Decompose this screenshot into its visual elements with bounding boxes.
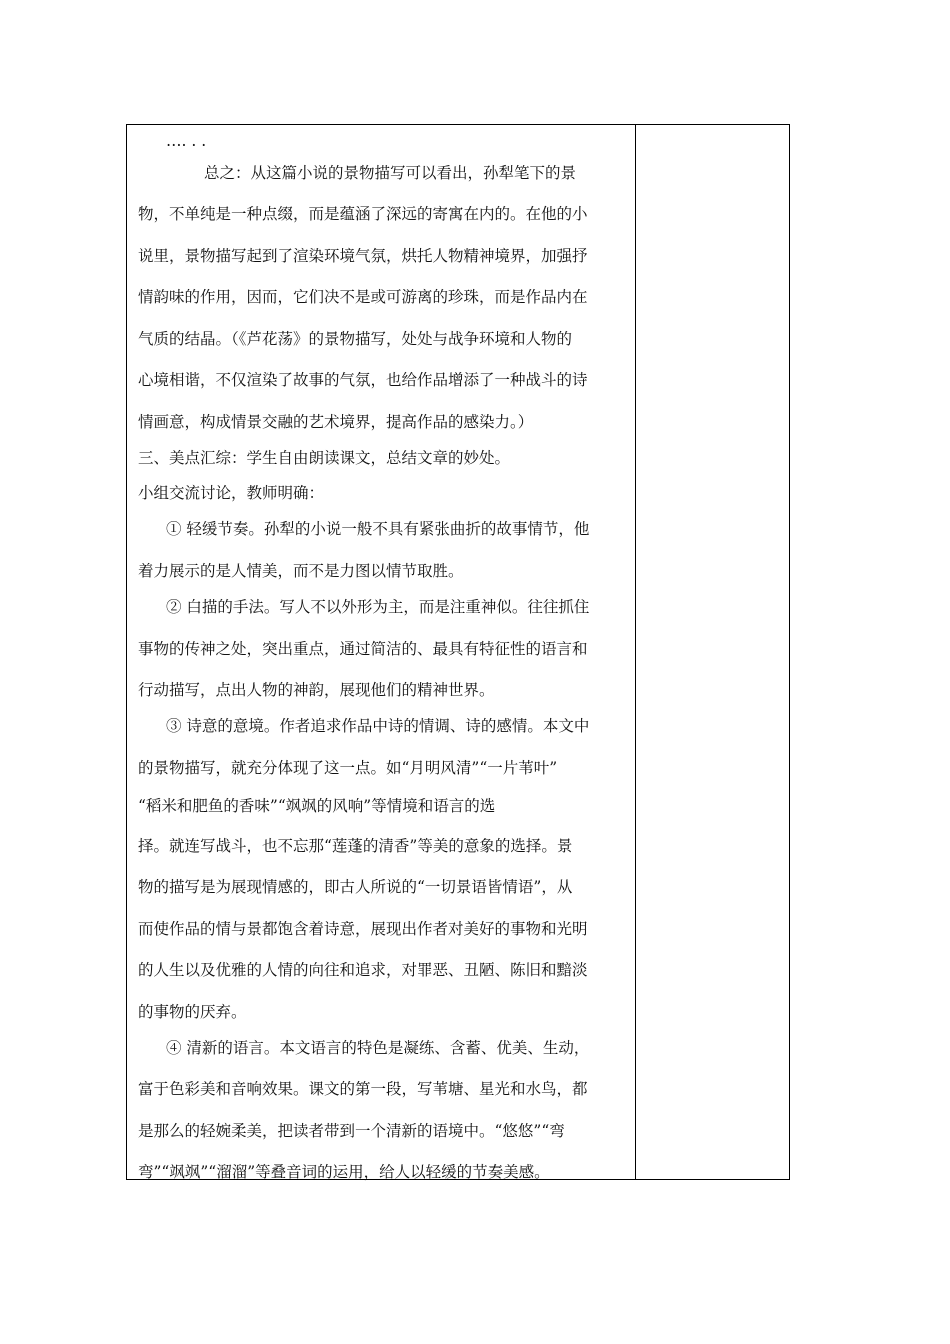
text-line: 情画意，构成情景交融的艺术境界，提高作品的感染力。） — [138, 413, 534, 431]
text-line: 的事物的厌弃。 — [138, 1003, 247, 1021]
text-line: 小组交流讨论，教师明确： — [138, 484, 325, 502]
text-line: 的人生以及优雅的人情的向往和追求，对罪恶、丑陋、陈旧和黯淡 — [138, 961, 588, 979]
content-cell — [127, 125, 635, 1179]
text-line: 说里，景物描写起到了渲染环境气氛，烘托人物精神境界，加强抒 — [138, 247, 588, 265]
lesson-table — [126, 124, 790, 1180]
text-line: 弯”“飒飒”“溜溜”等叠音词的运用，给人以轻缓的节奏美感。 — [138, 1163, 550, 1181]
text-line: 是那么的轻婉柔美，把读者带到一个清新的语境中。“悠悠”“弯 — [138, 1122, 565, 1140]
notes-cell — [636, 125, 789, 1179]
text-line: ③ 诗意的意境。作者追求作品中诗的情调、诗的感情。本文中 — [166, 717, 590, 735]
text-line: ④ 清新的语言。本文语言的特色是凝练、含蓄、优美、生动， — [166, 1039, 590, 1057]
text-line: ① 轻缓节奏。孙犁的小说一般不具有紧张曲折的故事情节，他 — [166, 520, 590, 538]
text-line: 择。就连写战斗，也不忘那“莲蓬的清香”等美的意象的选择。景 — [138, 837, 573, 855]
text-line: 着力展示的是人情美，而不是力图以情节取胜。 — [138, 562, 464, 580]
text-line: 富于色彩美和音响效果。课文的第一段，写苇塘、星光和水鸟，都 — [138, 1080, 588, 1098]
text-line: 情韵味的作用，因而，它们决不是或可游离的珍珠，而是作品内在 — [138, 288, 588, 306]
text-line: 物的描写是为展现情感的，即古人所说的“一切景语皆情语”，从 — [138, 878, 573, 896]
text-line: 心境相谐，不仅渲染了故事的气氛，也给作品增添了一种战斗的诗 — [138, 371, 588, 389]
text-line: ② 白描的手法。写人不以外形为主，而是注重神似。往往抓住 — [166, 598, 590, 616]
text-line: 行动描写，点出人物的神韵，展现他们的精神世界。 — [138, 681, 495, 699]
text-line: 三、美点汇综：学生自由朗读课文，总结文章的妙处。 — [138, 449, 511, 467]
text-line: …. . . — [166, 132, 207, 150]
text-line: 物，不单纯是一种点缀，而是蕴涵了深远的寄寓在内的。在他的小 — [138, 205, 588, 223]
text-line: 事物的传神之处，突出重点，通过简洁的、最具有特征性的语言和 — [138, 640, 588, 658]
text-line: 气质的结晶。（《芦花荡》的景物描写，处处与战争环境和人物的 — [138, 330, 573, 348]
text-line: 的景物描写，就充分体现了这一点。如“月明风清”“一片苇叶” — [138, 759, 558, 777]
text-line: “稻米和肥鱼的香味”“飒飒的风响”等情境和语言的选 — [138, 797, 496, 815]
text-line: 而使作品的情与景都饱含着诗意，展现出作者对美好的事物和光明 — [138, 920, 588, 938]
text-line: 总之：从这篇小说的景物描写可以看出，孙犁笔下的景 — [204, 164, 577, 182]
